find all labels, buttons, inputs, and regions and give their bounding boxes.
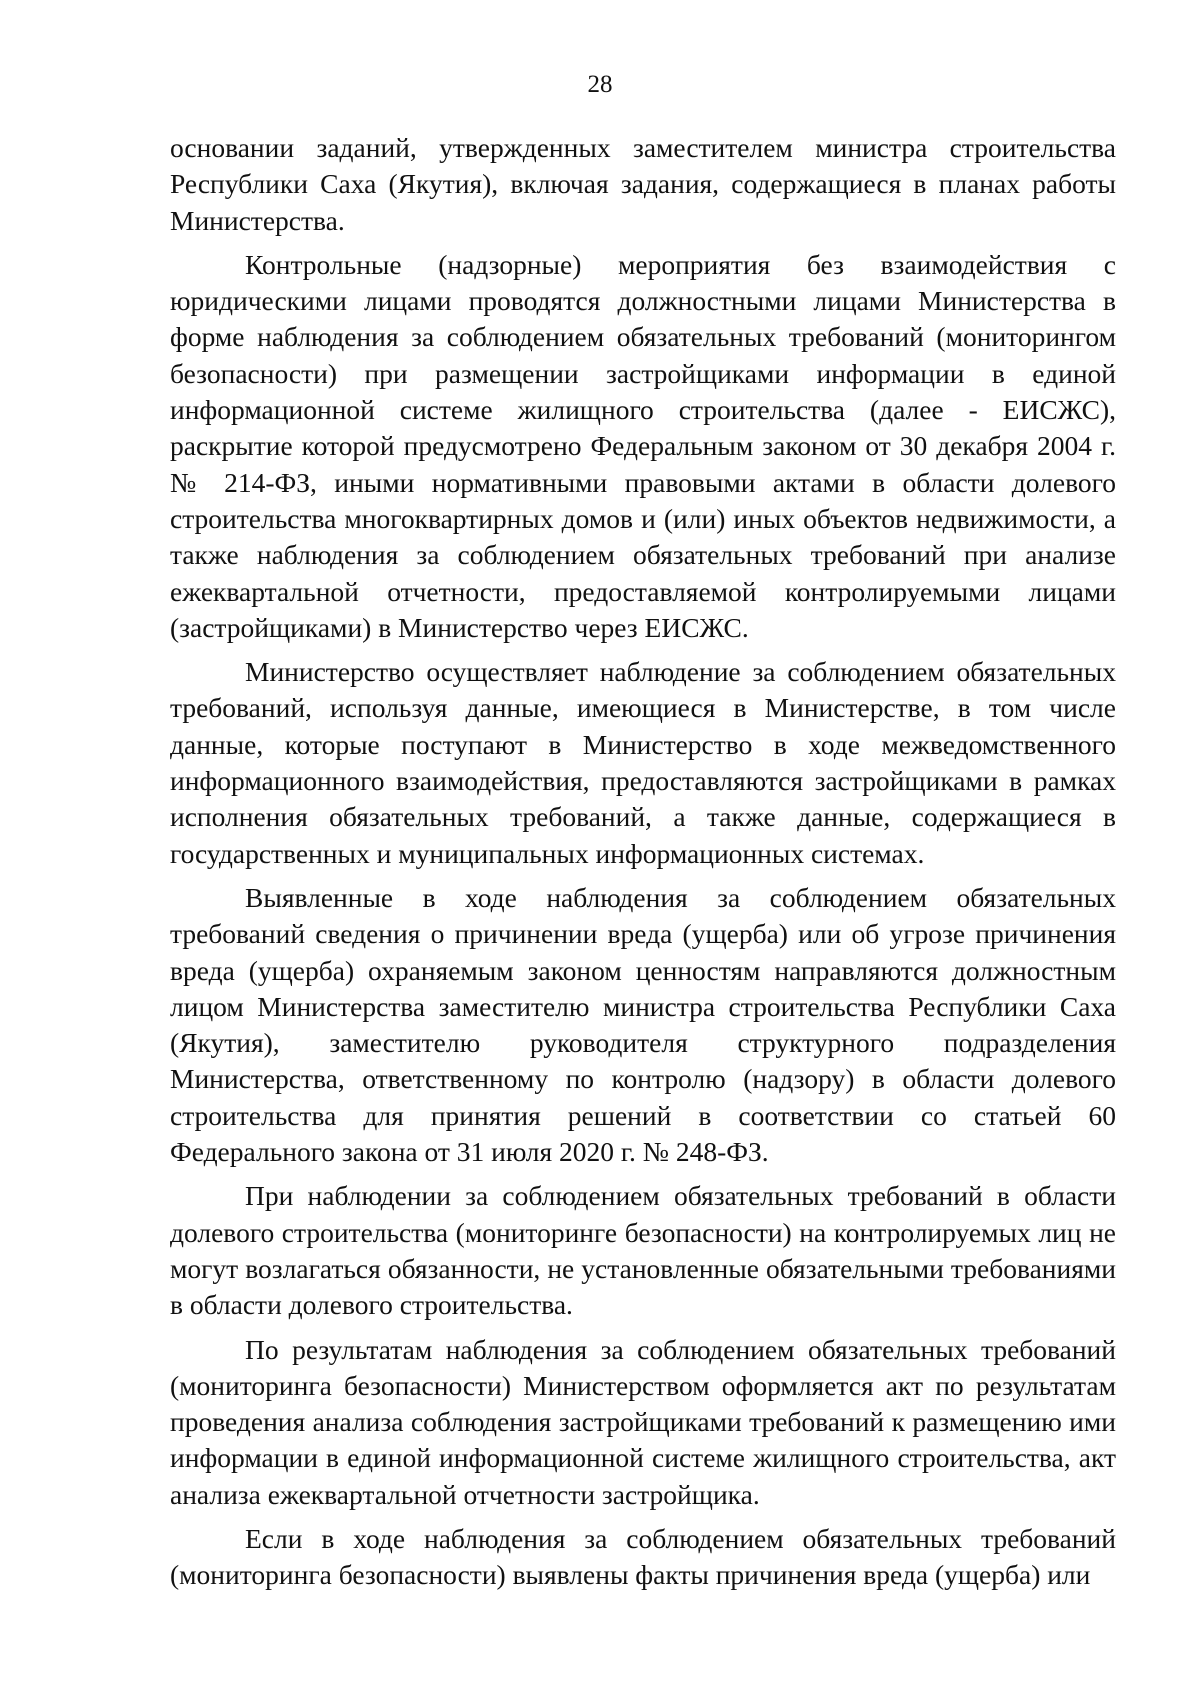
paragraph-harm-facts: Если в ходе наблюдения за соблюдением обязательных требований (мониторинга безопасности) выявлены факты причинения вреда (ущерба) или (170, 1522, 1116, 1591)
paragraph-continuation: основании заданий, утвержденных заместителем министра строительства Республики Саха (Якутия), включая задания, содержащиеся в планах работы Министерства. (170, 132, 1116, 236)
paragraph-no-obligations: При наблюдении за соблюдением обязательных требований в области долевого строительства (мониторинге безопасности) на контролируемых лиц не могут возлагаться обязанности, не установленные обязательными требованиями в области долевого строительства. (170, 1180, 1116, 1321)
document-body (170, 130, 1116, 1602)
paragraph-identified-harm: Выявленные в ходе наблюдения за соблюдением обязательных требований сведения о причинении вреда (ущерба) или об угрозе причинения вреда (ущерба) охраняемым законом ценностям направляются должностным лицом Министерства заместителю министра строительства Республики Саха (Якутия), заместителю руководителя структурного подразделения Министерства, ответственному по контролю (надзору) в области долевого строительства для принятия решений в соответствии со статьей 60 Федерального закона от 31 июля 2020 г. № 248-ФЗ. (170, 881, 1116, 1168)
paragraph-ministry-observation: Министерство осуществляет наблюдение за соблюдением обязательных требований, используя данные, имеющиеся в Министерстве, в том числе данные, которые поступают в Министерство в ходе межведомственного информационного взаимодействия, предоставляются застройщиками в рамках исполнения обязательных требований, а также данные, содержащиеся в государственных и муниципальных информационных системах. (170, 656, 1116, 869)
page-number: 28 (587, 71, 613, 98)
paragraph-observation-results: По результатам наблюдения за соблюдением обязательных требований (мониторинга безопасности) Министерством оформляется акт по результатам проведения анализа соблюдения застройщиками требований к размещению ими информации в единой информационной системе жилищного строительства, акт анализа ежеквартальной отчетности застройщика. (170, 1333, 1116, 1510)
paragraph-control-measures: Контрольные (надзорные) мероприятия без взаимодействия с юридическими лицами проводятся должностными лицами Министерства в форме наблюдения за соблюдением обязательных требований (мониторингом безопасности) при размещении застройщиками информации в единой информационной системе жилищного строительства (далее - ЕИСЖС), раскрытие которой предусмотрено Федеральным законом от 30 декабря 2004 г. № 214-ФЗ, иными нормативными правовыми актами в области долевого строительства многоквартирных домов и (или) иных объектов недвижимости, а также наблюдения за соблюдением обязательных требований при анализе ежеквартальной отчетности, предоставляемой контролируемыми лицами (застройщиками) в Министерство через ЕИСЖС. (170, 248, 1116, 643)
